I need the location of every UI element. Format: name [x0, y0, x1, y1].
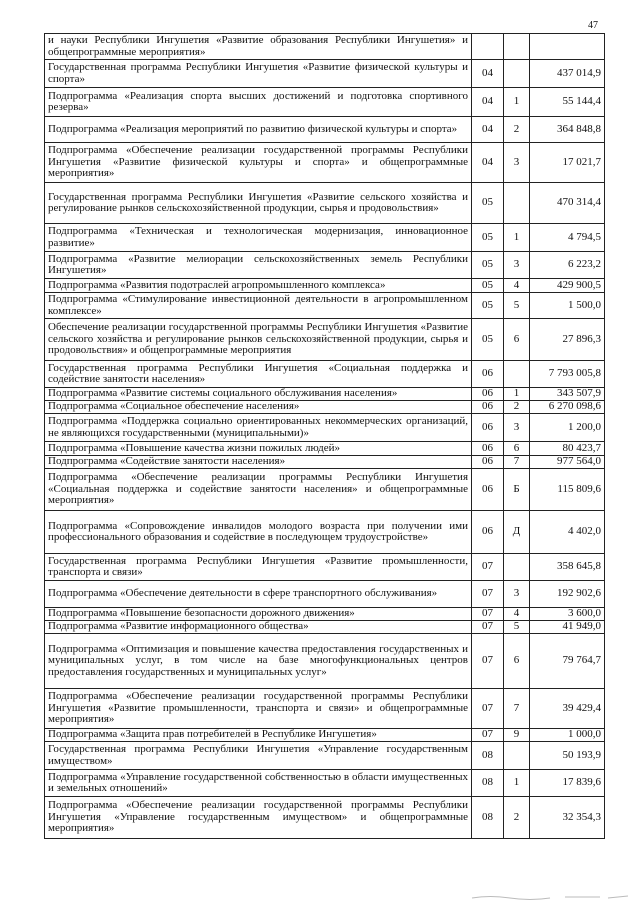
- section-code-cell: 04: [472, 117, 504, 143]
- subprogram-code-cell: 4: [504, 608, 530, 621]
- table-row: [45, 388, 605, 401]
- amount-cell: 1 500,0: [530, 293, 605, 319]
- subprogram-code-cell: Б: [504, 469, 530, 511]
- section-code-cell: 06: [472, 442, 504, 456]
- section-code-cell: 08: [472, 797, 504, 839]
- table-row: [45, 742, 605, 770]
- program-name-cell: Обеспечение реализации государственной программы Республики Ингушетия «Развитие сельского хозяйства и регулирование рынков сельскохозяйственной продукции, сырья и продовольствия» и общепрограммные мероприятия: [45, 319, 472, 361]
- table-row: [45, 279, 605, 293]
- program-name-cell: Подпрограмма «Социальное обеспечение населения»: [45, 401, 472, 414]
- subprogram-code-cell: 5: [504, 621, 530, 634]
- section-code-cell: [472, 34, 504, 60]
- section-code-cell: 07: [472, 581, 504, 608]
- subprogram-code-cell: 1: [504, 224, 530, 252]
- program-name-cell: Подпрограмма «Поддержка социально ориентированных некоммерческих организаций, не являющихся государственными (муниципальными)»: [45, 414, 472, 442]
- program-name-cell: Подпрограмма «Сопровождение инвалидов молодого возраста при получении ими профессионального образования и содействие в последующем трудоустройстве»: [45, 511, 472, 554]
- table-row: [45, 361, 605, 388]
- subprogram-code-cell: [504, 554, 530, 581]
- amount-cell: 6 223,2: [530, 252, 605, 279]
- subprogram-code-cell: 7: [504, 456, 530, 469]
- section-code-cell: 07: [472, 689, 504, 729]
- subprogram-code-cell: 7: [504, 689, 530, 729]
- subprogram-code-cell: 1: [504, 388, 530, 401]
- program-name-cell: Подпрограмма «Реализация спорта высших достижений и подготовка спортивного резерва»: [45, 88, 472, 117]
- table-row: [45, 621, 605, 634]
- amount-cell: 80 423,7: [530, 442, 605, 456]
- table-row: [45, 456, 605, 469]
- program-name-cell: Подпрограмма «Стимулирование инвестиционной деятельности в агропромышленном комплексе»: [45, 293, 472, 319]
- table-row: [45, 117, 605, 143]
- section-code-cell: 05: [472, 183, 504, 224]
- subprogram-code-cell: 5: [504, 293, 530, 319]
- page-number: 47: [588, 20, 598, 31]
- faint-margin-marks: [470, 893, 630, 901]
- subprogram-code-cell: 2: [504, 117, 530, 143]
- section-code-cell: 06: [472, 401, 504, 414]
- program-name-cell: Подпрограмма «Защита прав потребителей в Республике Ингушетия»: [45, 729, 472, 742]
- section-code-cell: 06: [472, 361, 504, 388]
- section-code-cell: 05: [472, 293, 504, 319]
- budget-table: [44, 33, 605, 839]
- section-code-cell: 07: [472, 608, 504, 621]
- amount-cell: 192 902,6: [530, 581, 605, 608]
- section-code-cell: 06: [472, 511, 504, 554]
- subprogram-code-cell: 2: [504, 797, 530, 839]
- table-row: [45, 729, 605, 742]
- subprogram-code-cell: 2: [504, 401, 530, 414]
- table-row: [45, 554, 605, 581]
- amount-cell: 1 000,0: [530, 729, 605, 742]
- amount-cell: 39 429,4: [530, 689, 605, 729]
- amount-cell: 429 900,5: [530, 279, 605, 293]
- subprogram-code-cell: 6: [504, 319, 530, 361]
- amount-cell: 55 144,4: [530, 88, 605, 117]
- amount-cell: 50 193,9: [530, 742, 605, 770]
- amount-cell: 41 949,0: [530, 621, 605, 634]
- amount-cell: 977 564,0: [530, 456, 605, 469]
- amount-cell: 437 014,9: [530, 60, 605, 88]
- amount-cell: 115 809,6: [530, 469, 605, 511]
- amount-cell: 470 314,4: [530, 183, 605, 224]
- program-name-cell: Подпрограмма «Реализация мероприятий по развитию физической культуры и спорта»: [45, 117, 472, 143]
- program-name-cell: и науки Республики Ингушетия «Развитие образования Республики Ингушетия» и общепрограммные мероприятия»: [45, 34, 472, 60]
- subprogram-code-cell: 4: [504, 279, 530, 293]
- program-name-cell: Подпрограмма «Управление государственной собственностью в области имущественных и земельных отношений»: [45, 770, 472, 797]
- section-code-cell: 05: [472, 279, 504, 293]
- program-name-cell: Подпрограмма «Содействие занятости населения»: [45, 456, 472, 469]
- subprogram-code-cell: Д: [504, 511, 530, 554]
- table-row: [45, 511, 605, 554]
- amount-cell: 17 021,7: [530, 143, 605, 183]
- subprogram-code-cell: 9: [504, 729, 530, 742]
- table-row: [45, 224, 605, 252]
- table-row: [45, 608, 605, 621]
- subprogram-code-cell: 3: [504, 414, 530, 442]
- amount-cell: 6 270 098,6: [530, 401, 605, 414]
- table-row: [45, 581, 605, 608]
- section-code-cell: 06: [472, 414, 504, 442]
- section-code-cell: 08: [472, 770, 504, 797]
- program-name-cell: Подпрограмма «Развитие системы социального обслуживания населения»: [45, 388, 472, 401]
- table-row: [45, 60, 605, 88]
- section-code-cell: 07: [472, 729, 504, 742]
- program-name-cell: Подпрограмма «Оптимизация и повышение качества предоставления государственных и муниципальных услуг, в том числе на базе многофункциональных центров предоставления государственных и муниципальных услуг»: [45, 634, 472, 689]
- program-name-cell: Подпрограмма «Развитие мелиорации сельскохозяйственных земель Республики Ингушетия»: [45, 252, 472, 279]
- table-row: [45, 401, 605, 414]
- subprogram-code-cell: [504, 34, 530, 60]
- section-code-cell: 06: [472, 469, 504, 511]
- amount-cell: 358 645,8: [530, 554, 605, 581]
- amount-cell: 364 848,8: [530, 117, 605, 143]
- table-row: [45, 143, 605, 183]
- table-row: [45, 414, 605, 442]
- section-code-cell: 04: [472, 88, 504, 117]
- amount-cell: 4 402,0: [530, 511, 605, 554]
- table-row: [45, 252, 605, 279]
- program-name-cell: Государственная программа Республики Ингушетия «Развитие промышленности, транспорта и связи»: [45, 554, 472, 581]
- program-name-cell: Подпрограмма «Обеспечение реализации программы Республики Ингушетия «Социальная поддержка и содействие занятости населения» и общепрограммные мероприятия»: [45, 469, 472, 511]
- amount-cell: 1 200,0: [530, 414, 605, 442]
- subprogram-code-cell: 6: [504, 634, 530, 689]
- amount-cell: 27 896,3: [530, 319, 605, 361]
- subprogram-code-cell: [504, 742, 530, 770]
- subprogram-code-cell: 1: [504, 88, 530, 117]
- amount-cell: [530, 34, 605, 60]
- amount-cell: 3 600,0: [530, 608, 605, 621]
- section-code-cell: 06: [472, 456, 504, 469]
- table-row: [45, 88, 605, 117]
- table-row: [45, 442, 605, 456]
- section-code-cell: 07: [472, 554, 504, 581]
- amount-cell: 4 794,5: [530, 224, 605, 252]
- program-name-cell: Подпрограмма «Обеспечение реализации государственной программы Республики Ингушетия «Развитие физической культуры и спорта» и общепрограммные мероприятия»: [45, 143, 472, 183]
- program-name-cell: Подпрограмма «Обеспечение деятельности в сфере транспортного обслуживания»: [45, 581, 472, 608]
- table-row: [45, 319, 605, 361]
- subprogram-code-cell: 1: [504, 770, 530, 797]
- program-name-cell: Государственная программа Республики Ингушетия «Управление государственным имуществом»: [45, 742, 472, 770]
- amount-cell: 7 793 005,8: [530, 361, 605, 388]
- subprogram-code-cell: [504, 361, 530, 388]
- subprogram-code-cell: 3: [504, 252, 530, 279]
- section-code-cell: 05: [472, 252, 504, 279]
- section-code-cell: 04: [472, 143, 504, 183]
- subprogram-code-cell: 3: [504, 143, 530, 183]
- program-name-cell: Подпрограмма «Повышение безопасности дорожного движения»: [45, 608, 472, 621]
- table-row: [45, 797, 605, 839]
- program-name-cell: Подпрограмма «Развития подотраслей агропромышленного комплекса»: [45, 279, 472, 293]
- budget-table-body: [45, 34, 605, 839]
- table-row: [45, 770, 605, 797]
- section-code-cell: 07: [472, 634, 504, 689]
- section-code-cell: 08: [472, 742, 504, 770]
- amount-cell: 17 839,6: [530, 770, 605, 797]
- program-name-cell: Подпрограмма «Техническая и технологическая модернизация, инновационное развитие»: [45, 224, 472, 252]
- program-name-cell: Государственная программа Республики Ингушетия «Развитие физической культуры и спорта»: [45, 60, 472, 88]
- table-row: [45, 469, 605, 511]
- table-row: [45, 293, 605, 319]
- section-code-cell: 07: [472, 621, 504, 634]
- subprogram-code-cell: [504, 183, 530, 224]
- subprogram-code-cell: 3: [504, 581, 530, 608]
- section-code-cell: 06: [472, 388, 504, 401]
- table-row: [45, 183, 605, 224]
- table-row: [45, 689, 605, 729]
- program-name-cell: Подпрограмма «Обеспечение реализации государственной программы Республики Ингушетия «Управление государственным имуществом» и общепрограммные мероприятия»: [45, 797, 472, 839]
- subprogram-code-cell: [504, 60, 530, 88]
- program-name-cell: Подпрограмма «Повышение качества жизни пожилых людей»: [45, 442, 472, 456]
- table-row: [45, 34, 605, 60]
- subprogram-code-cell: 6: [504, 442, 530, 456]
- program-name-cell: Государственная программа Республики Ингушетия «Развитие сельского хозяйства и регулирование рынков сельскохозяйственной продукции, сырья и продовольствия»: [45, 183, 472, 224]
- program-name-cell: Подпрограмма «Обеспечение реализации государственной программы Республики Ингушетия «Развитие промышленности, транспорта и связи» и общепрограммные мероприятия»: [45, 689, 472, 729]
- section-code-cell: 05: [472, 224, 504, 252]
- section-code-cell: 04: [472, 60, 504, 88]
- table-row: [45, 634, 605, 689]
- program-name-cell: Подпрограмма «Развитие информационного общества»: [45, 621, 472, 634]
- program-name-cell: Государственная программа Республики Ингушетия «Социальная поддержка и содействие занятости населения»: [45, 361, 472, 388]
- amount-cell: 343 507,9: [530, 388, 605, 401]
- amount-cell: 32 354,3: [530, 797, 605, 839]
- amount-cell: 79 764,7: [530, 634, 605, 689]
- section-code-cell: 05: [472, 319, 504, 361]
